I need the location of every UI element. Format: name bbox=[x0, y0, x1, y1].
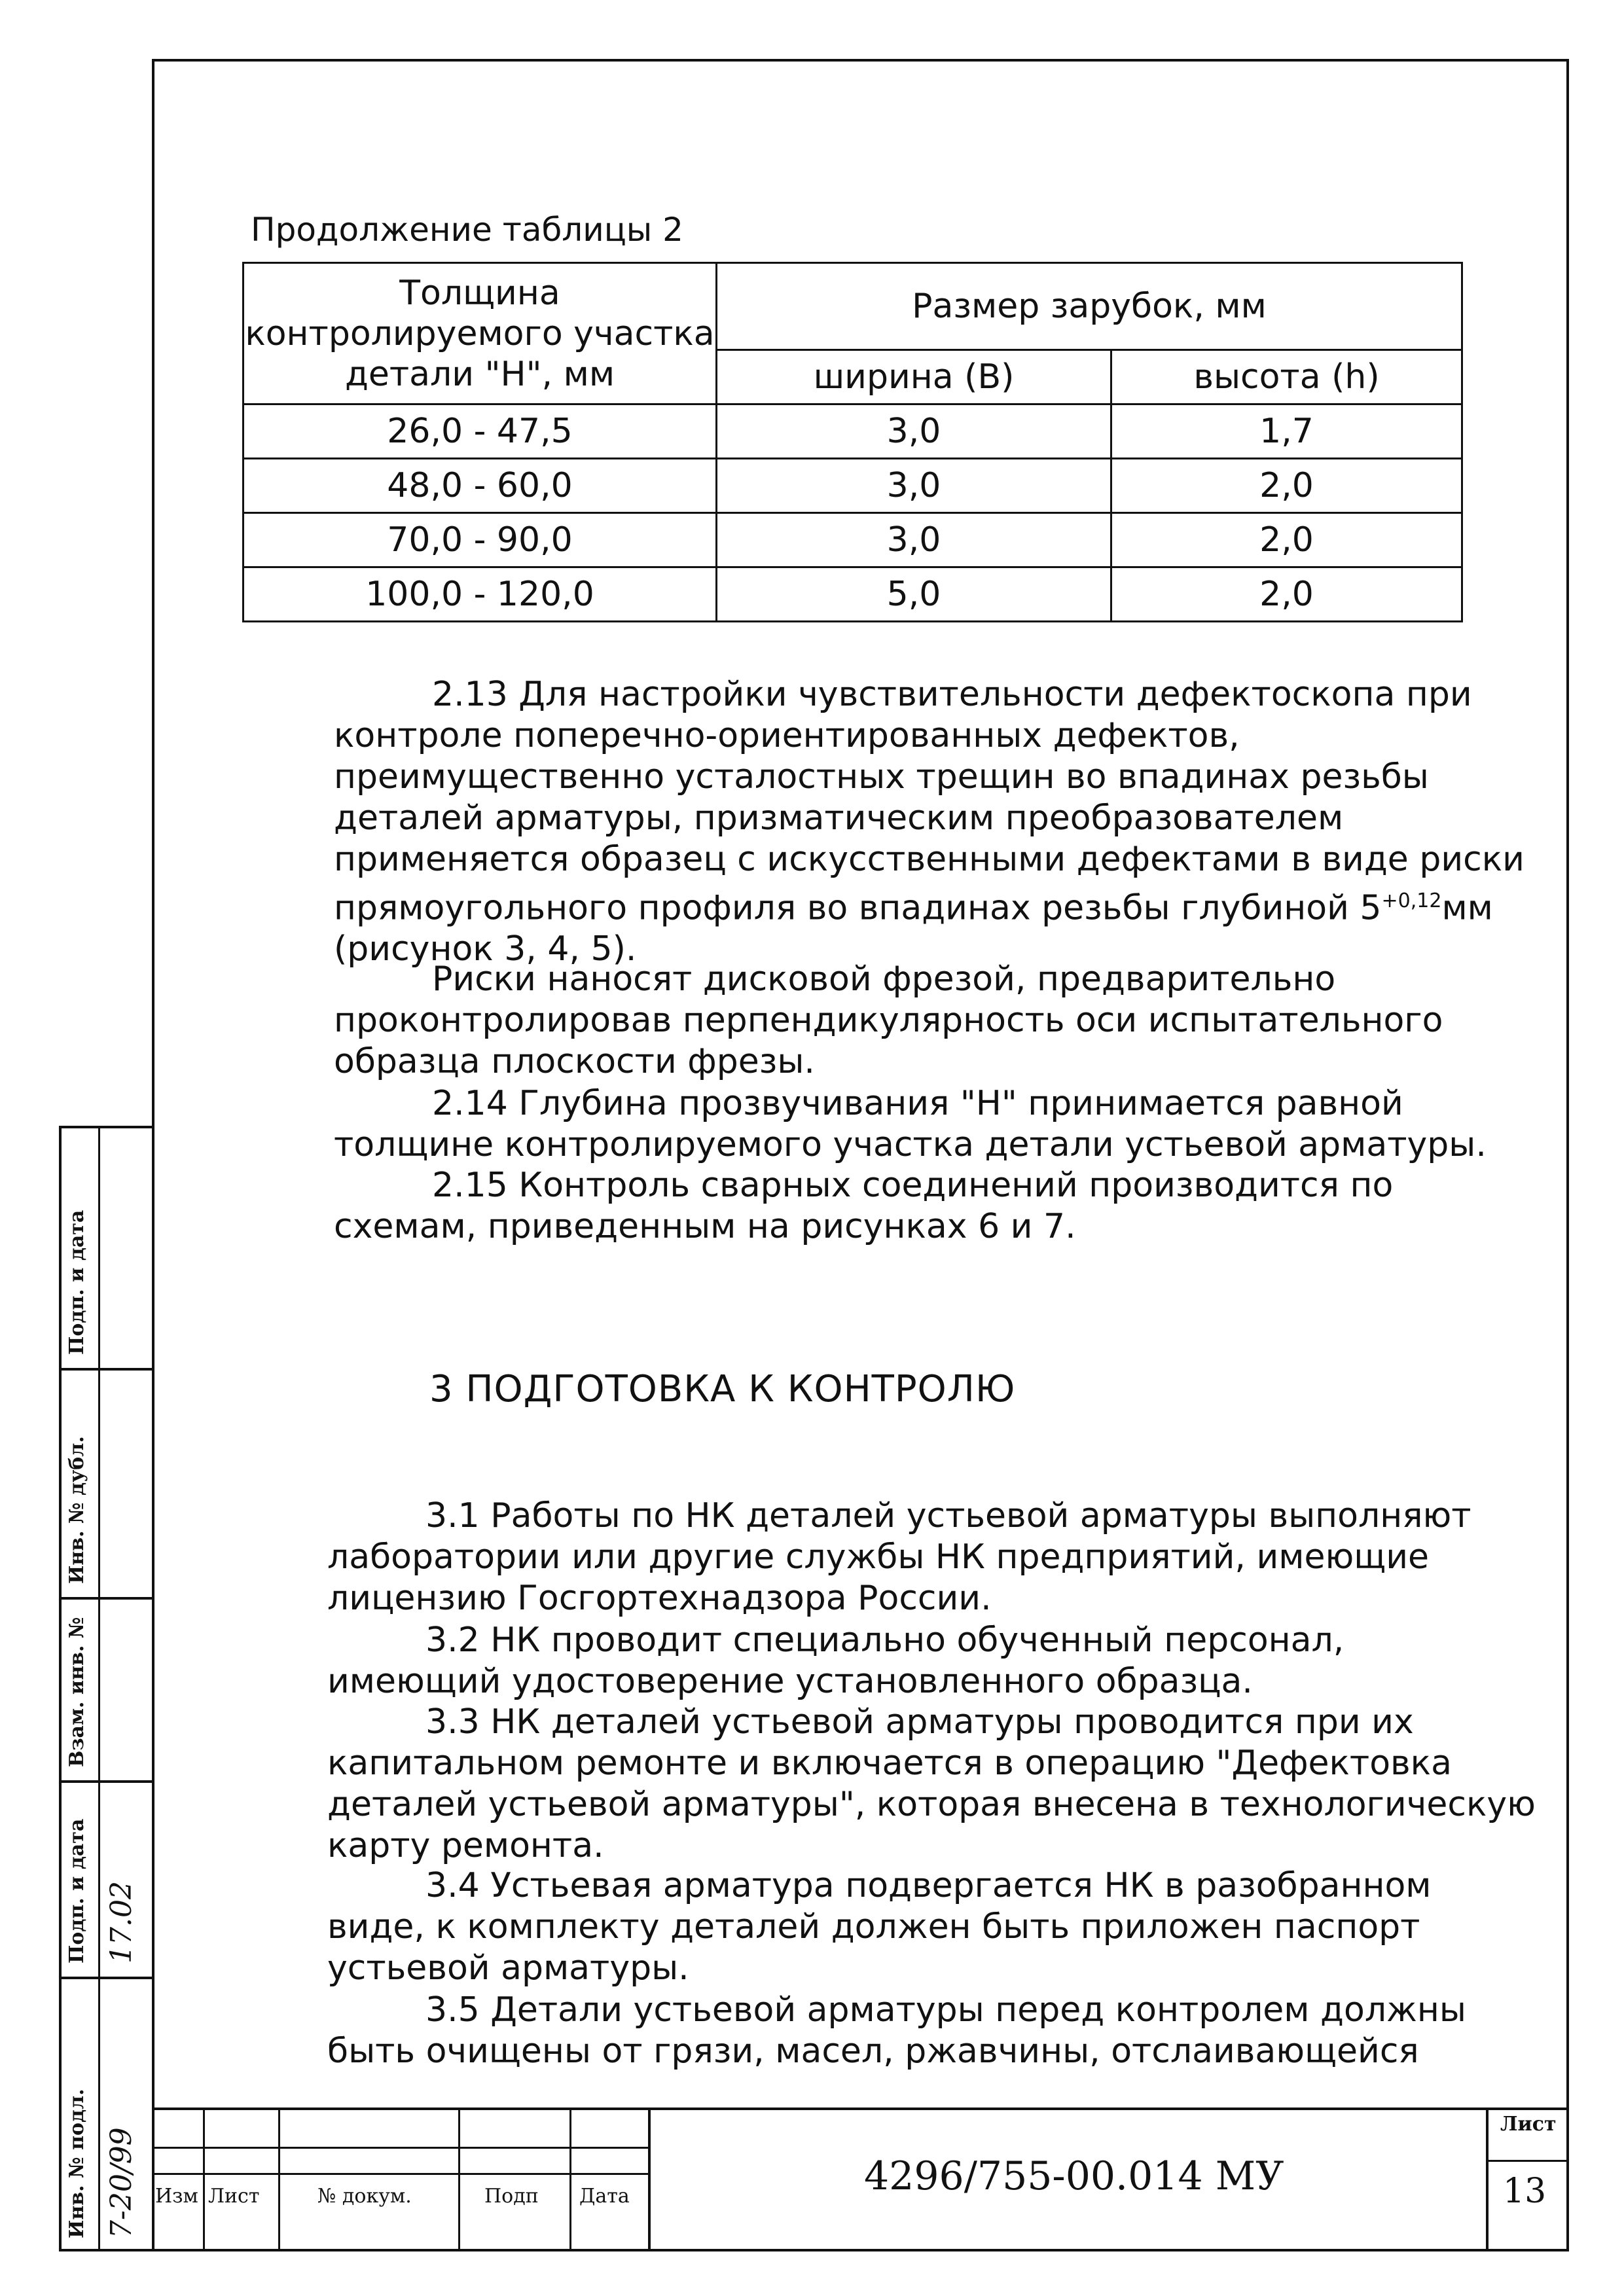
text-line: проконтролировав перпендикулярность оси испытательного bbox=[334, 1001, 1443, 1040]
title-block-divider bbox=[458, 2108, 460, 2251]
text-line: лицензию Госгортехнадзора России. bbox=[327, 1579, 992, 1618]
cell-thickness: 100,0 - 120,0 bbox=[244, 567, 717, 622]
text-line: деталей устьевой арматуры", которая внесена в технологическую bbox=[327, 1785, 1536, 1824]
text-line: устьевой арматуры. bbox=[327, 1948, 689, 1988]
cell-height: 2,0 bbox=[1111, 513, 1462, 567]
title-block-col-list: Лист bbox=[208, 2185, 260, 2208]
sheet-label: Лист bbox=[1500, 2113, 1557, 2136]
paragraph-3-4 bbox=[327, 1865, 1432, 1989]
cell-thickness: 48,0 - 60,0 bbox=[244, 459, 717, 513]
paragraph-riski bbox=[334, 959, 1443, 1083]
notch-size-table bbox=[242, 262, 1463, 622]
handwritten-inventory-number: 7-20/99 bbox=[105, 2127, 138, 2238]
side-stamp-line bbox=[59, 1780, 154, 1783]
side-stamp-line bbox=[59, 1977, 154, 1979]
cell-width: 3,0 bbox=[717, 404, 1111, 459]
handwritten-date: 17.02 bbox=[105, 1881, 138, 1964]
side-label-vzam-inv: Взам. инв. № bbox=[65, 1617, 88, 1767]
section-3-heading: 3 ПОДГОТОВКА К КОНТРОЛЮ bbox=[429, 1368, 1016, 1410]
paragraph-3-5 bbox=[327, 1990, 1466, 2072]
title-block-divider bbox=[569, 2108, 571, 2251]
table-row bbox=[244, 567, 1462, 622]
text-line: Риски наносят дисковой фрезой, предварительно bbox=[432, 960, 1336, 999]
sheet-number: 13 bbox=[1503, 2172, 1547, 2211]
table-row bbox=[244, 459, 1462, 513]
text-line: 3.1 Работы по НК деталей устьевой арматуры выполняют bbox=[425, 1496, 1471, 1535]
text-line: преимущественно усталостных трещин во впадинах резьбы bbox=[334, 757, 1429, 797]
side-label-podp-data-2: Подп. и дата bbox=[65, 1210, 88, 1355]
text-line: лаборатории или другие службы НК предприятий, имеющие bbox=[327, 1537, 1429, 1577]
text-line: 3.4 Устьевая арматура подвергается НК в разобранном bbox=[425, 1866, 1432, 1905]
side-label-podp-data: Подп. и дата bbox=[65, 1818, 88, 1964]
text-line: деталей арматуры, призматическим преобразователем bbox=[334, 798, 1344, 838]
table-row bbox=[244, 513, 1462, 567]
text-line: 3.3 НК деталей устьевой арматуры проводится при их bbox=[425, 1702, 1414, 1742]
cell-width: 5,0 bbox=[717, 567, 1111, 622]
text-line: 3.2 НК проводит специально обученный персонал, bbox=[425, 1621, 1344, 1660]
cell-height: 1,7 bbox=[1111, 404, 1462, 459]
text-line: виде, к комплекту деталей должен быть приложен паспорт bbox=[327, 1907, 1420, 1946]
tolerance-superscript: +0,12 bbox=[1381, 889, 1442, 912]
text-line: имеющий удостоверение установленного образца. bbox=[327, 1662, 1253, 1701]
title-block-divider bbox=[203, 2108, 205, 2251]
cell-height: 2,0 bbox=[1111, 567, 1462, 622]
title-block-divider bbox=[648, 2108, 651, 2251]
header-height: высота (h) bbox=[1111, 350, 1462, 404]
header-notch-size: Размер зарубок, мм bbox=[717, 263, 1462, 350]
title-block-col-izm: Изм bbox=[155, 2185, 198, 2208]
text-line: карту ремонта. bbox=[327, 1826, 604, 1865]
text-line: контроле поперечно-ориентированных дефектов, bbox=[334, 716, 1240, 755]
paragraph-2-13 bbox=[334, 674, 1525, 970]
header-thickness: Толщина контролируемого участка детали "Н", мм bbox=[244, 263, 717, 404]
side-label-inv-podl: Инв. № подл. bbox=[65, 2089, 88, 2238]
text-line: 2.13 Для настройки чувствительности дефектоскопа при bbox=[432, 675, 1472, 714]
title-block-line bbox=[152, 2147, 649, 2149]
paragraph-2-15 bbox=[334, 1165, 1393, 1247]
text-line: (рисунок 3, 4, 5). bbox=[334, 929, 637, 969]
text-line: схемам, приведенным на рисунках 6 и 7. bbox=[334, 1207, 1076, 1246]
cell-height: 2,0 bbox=[1111, 459, 1462, 513]
text-line: применяется образец с искусственными дефектами в виде риски bbox=[334, 840, 1525, 879]
title-block-top-line bbox=[152, 2108, 1569, 2110]
text-line: толщине контролируемого участка детали устьевой арматуры. bbox=[334, 1125, 1487, 1164]
side-stamp-line bbox=[59, 1368, 154, 1371]
text-line: 2.14 Глубина прозвучивания "Н" принимается равной bbox=[432, 1084, 1403, 1123]
paragraph-3-3 bbox=[327, 1702, 1536, 1867]
text-line: образца плоскости фрезы. bbox=[334, 1042, 815, 1081]
paragraph-3-1 bbox=[327, 1496, 1471, 1619]
table-caption: Продолжение таблицы 2 bbox=[251, 211, 683, 249]
cell-width: 3,0 bbox=[717, 513, 1111, 567]
text-line: быть очищены от грязи, масел, ржавчины, отслаивающейся bbox=[327, 2032, 1419, 2071]
table-row bbox=[244, 404, 1462, 459]
text-fragment: мм bbox=[1441, 888, 1493, 928]
cell-thickness: 26,0 - 47,5 bbox=[244, 404, 717, 459]
text-line: 2.15 Контроль сварных соединений производится по bbox=[432, 1166, 1394, 1205]
cell-thickness: 70,0 - 90,0 bbox=[244, 513, 717, 567]
header-width: ширина (В) bbox=[717, 350, 1111, 404]
title-block-line bbox=[152, 2173, 649, 2175]
cell-width: 3,0 bbox=[717, 459, 1111, 513]
paragraph-3-2 bbox=[327, 1620, 1344, 1702]
title-block-col-data: Дата bbox=[579, 2185, 630, 2208]
side-label-inv-dubl: Инв. № дубл. bbox=[65, 1436, 88, 1584]
text-line: капитальном ремонте и включается в операцию "Дефектовка bbox=[327, 1744, 1452, 1783]
side-stamp-line bbox=[59, 1597, 154, 1600]
document-number: 4296/755-00.014 МУ bbox=[864, 2153, 1284, 2199]
side-stamp-divider bbox=[98, 1126, 100, 2251]
text-line: 3.5 Детали устьевой арматуры перед контролем должны bbox=[425, 1990, 1466, 2030]
title-block-col-podp: Подп bbox=[484, 2185, 539, 2208]
title-block-line bbox=[1486, 2160, 1569, 2162]
title-block-divider bbox=[278, 2108, 280, 2251]
text-line bbox=[334, 880, 1525, 929]
text-fragment: прямоугольного профиля во впадинах резьбы глубиной 5 bbox=[334, 888, 1382, 928]
paragraph-2-14 bbox=[334, 1083, 1487, 1166]
title-block-divider bbox=[1486, 2108, 1489, 2251]
title-block-col-doc: № докум. bbox=[317, 2185, 412, 2208]
